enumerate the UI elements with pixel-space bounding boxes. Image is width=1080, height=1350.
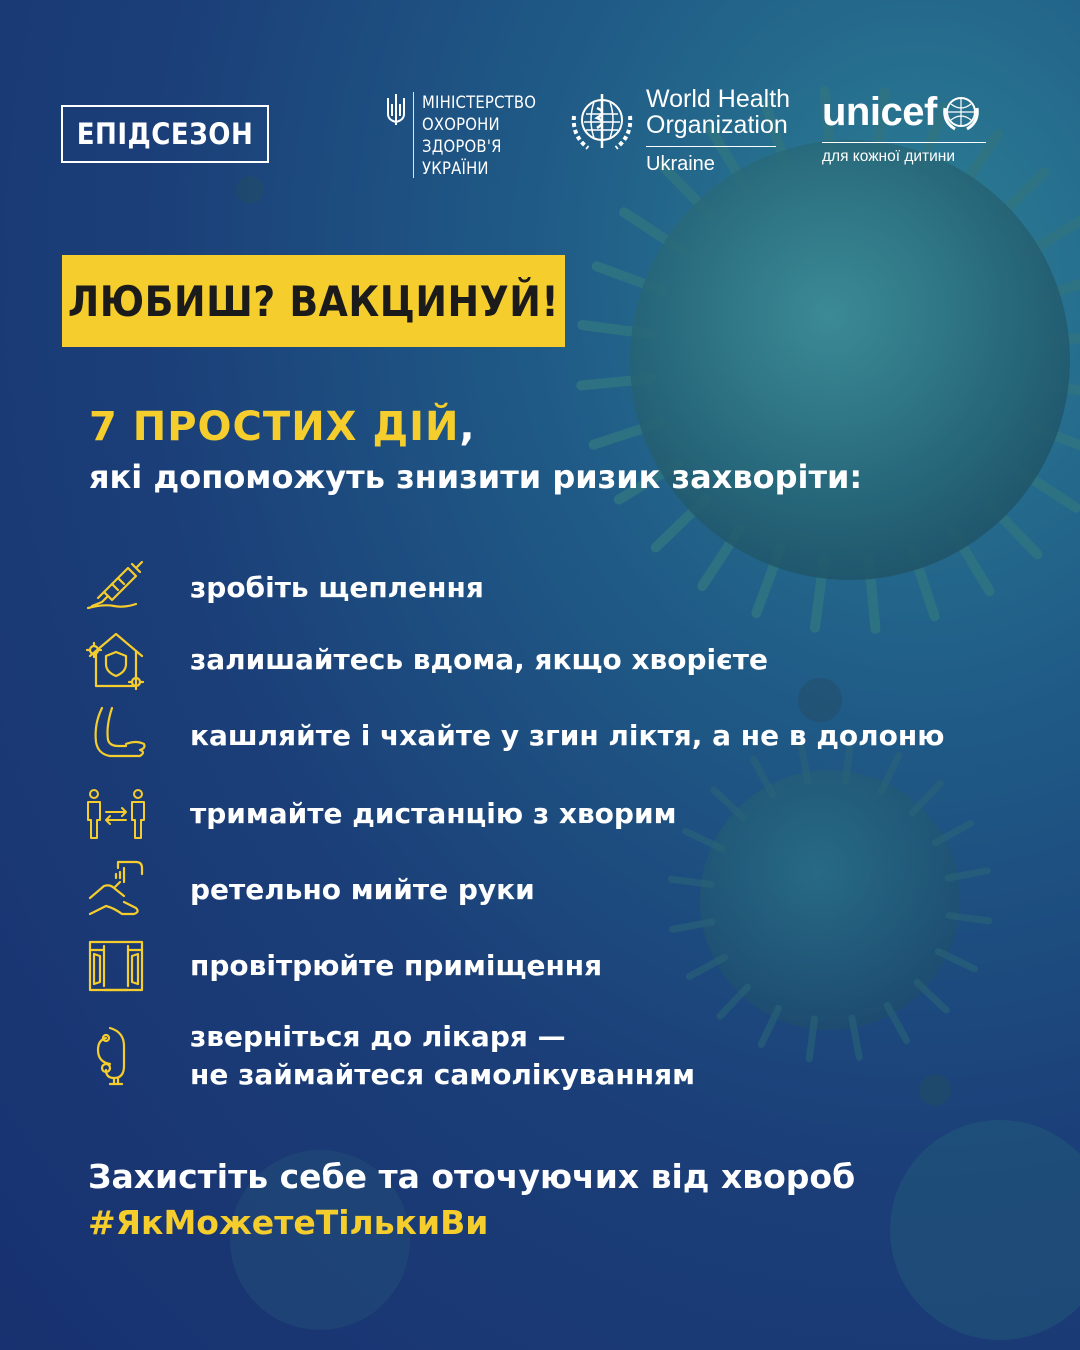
ministry-line: МІНІСТЕРСТВО bbox=[422, 93, 537, 112]
ministry-line: ОХОРОНИ bbox=[422, 115, 500, 134]
list-item bbox=[84, 704, 944, 768]
headline-banner: ЛЮБИШ? ВАКЦИНУЙ! bbox=[62, 255, 565, 347]
elbow-cough-icon bbox=[84, 704, 148, 768]
window-icon bbox=[84, 934, 148, 998]
action-text: тримайте дистанцію з хворим bbox=[190, 797, 677, 830]
distance-icon bbox=[84, 782, 148, 846]
hashtag[interactable]: #ЯкМожетеТількиВи bbox=[88, 1203, 489, 1242]
list-item bbox=[84, 858, 535, 922]
unicef-emblem-icon bbox=[941, 92, 981, 132]
action-text: ретельно мийте руки bbox=[190, 873, 535, 906]
hand-wash-icon bbox=[84, 858, 148, 922]
who-divider bbox=[646, 146, 776, 147]
who-name-line1: World Health bbox=[646, 85, 791, 113]
subtitle bbox=[89, 402, 862, 502]
unicef-wordmark: unicef bbox=[822, 90, 937, 134]
trident-icon bbox=[385, 92, 407, 126]
footer-message: Захистіть себе та оточуючих від хвороб bbox=[88, 1157, 856, 1196]
action-text: залишайтесь вдома, якщо хворієте bbox=[190, 643, 768, 676]
who-name-line2: Organization bbox=[646, 111, 788, 139]
subtitle-line2: які допоможуть знизити ризик захворіти: bbox=[89, 458, 863, 496]
subtitle-highlight: 7 ПРОСТИХ ДІЙ bbox=[89, 404, 460, 450]
stethoscope-icon bbox=[84, 1022, 148, 1086]
ministry-divider bbox=[413, 92, 414, 178]
subtitle-comma: , bbox=[459, 404, 475, 450]
action-text: кашляйте і чхайте у згин ліктя, а не в долоню bbox=[190, 719, 945, 752]
action-text: зверніться до лікаря — bbox=[190, 1020, 566, 1053]
who-country: Ukraine bbox=[646, 153, 715, 175]
unicef-tagline: для кожної дитини bbox=[822, 148, 956, 165]
who-logo bbox=[566, 86, 790, 176]
unicef-logo bbox=[822, 88, 986, 166]
list-item bbox=[84, 782, 676, 846]
virus-spike bbox=[913, 784, 941, 813]
action-text-line2: не займайтеся самолікуванням bbox=[190, 1058, 695, 1091]
list-item bbox=[84, 934, 602, 998]
epidemic-season-badge: ЕПІДСЕЗОН bbox=[61, 105, 269, 163]
list-item bbox=[84, 556, 484, 620]
ministry-of-health-logo bbox=[385, 92, 536, 180]
list-item bbox=[84, 628, 768, 692]
ministry-line: УКРАЇНИ bbox=[422, 159, 489, 178]
who-emblem-icon bbox=[566, 86, 638, 158]
syringe-icon bbox=[84, 556, 148, 620]
virus-spike bbox=[917, 983, 946, 1011]
stay-home-icon bbox=[84, 628, 148, 692]
action-text: зробіть щеплення bbox=[190, 571, 484, 604]
virus-spike bbox=[714, 790, 743, 818]
ministry-line: ЗДОРОВ'Я bbox=[422, 137, 502, 156]
footer bbox=[88, 1154, 855, 1246]
virus-spike bbox=[720, 987, 748, 1016]
list-item bbox=[84, 1014, 695, 1094]
unicef-divider bbox=[822, 142, 986, 143]
action-text: провітрюйте приміщення bbox=[190, 949, 603, 982]
